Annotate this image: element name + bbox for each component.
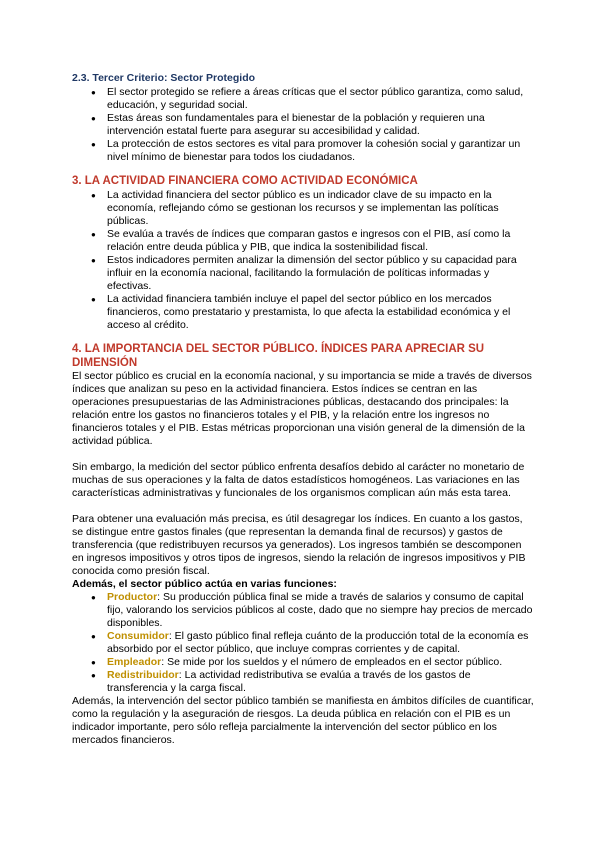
paragraph: Sin embargo, la medición del sector público enfrenta desafíos debido al carácter no monetario de muchas de sus operaciones y la falta de datos estadísticos homogéneos. Las variaciones en las características administrativas y funcionales de los organismos complican aún más esta tarea. xyxy=(72,461,525,499)
functions-list xyxy=(72,591,534,695)
section-2-3-bullet-list xyxy=(72,86,534,164)
function-item xyxy=(107,669,534,695)
closing-paragraph: Además, la intervención del sector público también se manifiesta en ámbitos difíciles de cuantificar, como la regulación y la aseguración de riesgos. La deuda pública en relación con el PIB es un indicador importante, pero sólo refleja parcialmente la intervención del sector público en los mercados financieros. xyxy=(72,695,534,746)
function-item xyxy=(107,656,534,669)
function-text: : La actividad redistributiva se evalúa a través de los gastos de transferencia y la carga fiscal. xyxy=(107,669,471,694)
function-term: Empleador xyxy=(107,656,162,668)
paragraph: Para obtener una evaluación más precisa, es útil desagregar los índices. En cuanto a los gastos, se distingue entre gastos finales (que representan la demanda final de recursos) y gastos de transferencia (que redistribuyen recursos ya generados). Los ingresos también se descomponen en ingresos impositivos y otros tipos de ingresos, siendo la relación de ingresos impositivos y PIB conocida como presión fiscal. xyxy=(72,513,526,577)
function-term: Consumidor xyxy=(107,630,169,642)
bullet-item: ● El sector protegido se refiere a áreas críticas que el sector público garantiza, como salud, educación, y seguridad social. xyxy=(107,86,534,112)
function-term: Productor xyxy=(107,591,158,603)
bullet-item: ● La actividad financiera también incluye el papel del sector público en los mercados financieros, como prestatario y prestamista, lo que afecta la estabilidad económica y el acceso al crédito. xyxy=(107,293,534,332)
section-2-3-heading: 2.3. Tercer Criterio: Sector Protegido xyxy=(72,72,256,84)
section-3-heading: 3. LA ACTIVIDAD FINANCIERA COMO ACTIVIDAD ECONÓMICA xyxy=(72,175,418,187)
bullet-item: ● La actividad financiera del sector público es un indicador clave de su impacto en la economía, reflejando cómo se gestionan los recursos y se implementan las políticas públicas. xyxy=(107,189,534,228)
bullet-item: ● Estas áreas son fundamentales para el bienestar de la población y requieren una intervención estatal fuerte para asegurar su accesibilidad y calidad. xyxy=(107,112,534,138)
function-term: Redistribuidor xyxy=(107,669,179,681)
section-4-heading: 4. LA IMPORTANCIA DEL SECTOR PÚBLICO. ÍNDICES PARA APRECIAR SU DIMENSIÓN xyxy=(72,343,485,369)
function-item xyxy=(107,630,534,656)
bullet-item: ● Estos indicadores permiten analizar la dimensión del sector público y su capacidad para influir en la economía nacional, facilitando la formulación de políticas informadas y efectivas. xyxy=(107,254,534,293)
section-3-bullet-list xyxy=(72,189,534,332)
function-text: : El gasto público final refleja cuánto de la producción total de la economía es absorbido por el sector público, que incluye compras corrientes y de capital. xyxy=(107,630,529,655)
function-text: : Su producción pública final se mide a través de salarios y consumo de capital fijo, valorando los servicios públicos al coste, dado que no siempre hay precios de mercado disponibles. xyxy=(107,591,533,629)
function-item xyxy=(107,591,534,630)
bullet-item: ● Se evalúa a través de índices que comparan gastos e ingresos con el PIB, así como la relación entre deuda pública y PIB, que indica la sostenibilidad fiscal. xyxy=(107,228,534,254)
functions-intro: Además, el sector público actúa en varias funciones: xyxy=(72,578,337,590)
bullet-item: ● La protección de estos sectores es vital para promover la cohesión social y garantizar un nivel mínimo de bienestar para todos los ciudadanos. xyxy=(107,138,534,164)
paragraph: El sector público es crucial en la economía nacional, y su importancia se mide a través de diversos índices que analizan su peso en la actividad financiera. Estos índices se centran en las operaciones presupuestarias de las Administraciones públicas, destacando dos principales: la relación entre los gastos no financieros totales y el PIB, y la relación entre los ingresos no financieros totales y el PIB. Estas métricas proporcionan una visión general de la dimensión de la actividad pública. xyxy=(72,370,532,447)
function-text: : Se mide por los sueldos y el número de empleados en el sector público. xyxy=(161,656,503,668)
